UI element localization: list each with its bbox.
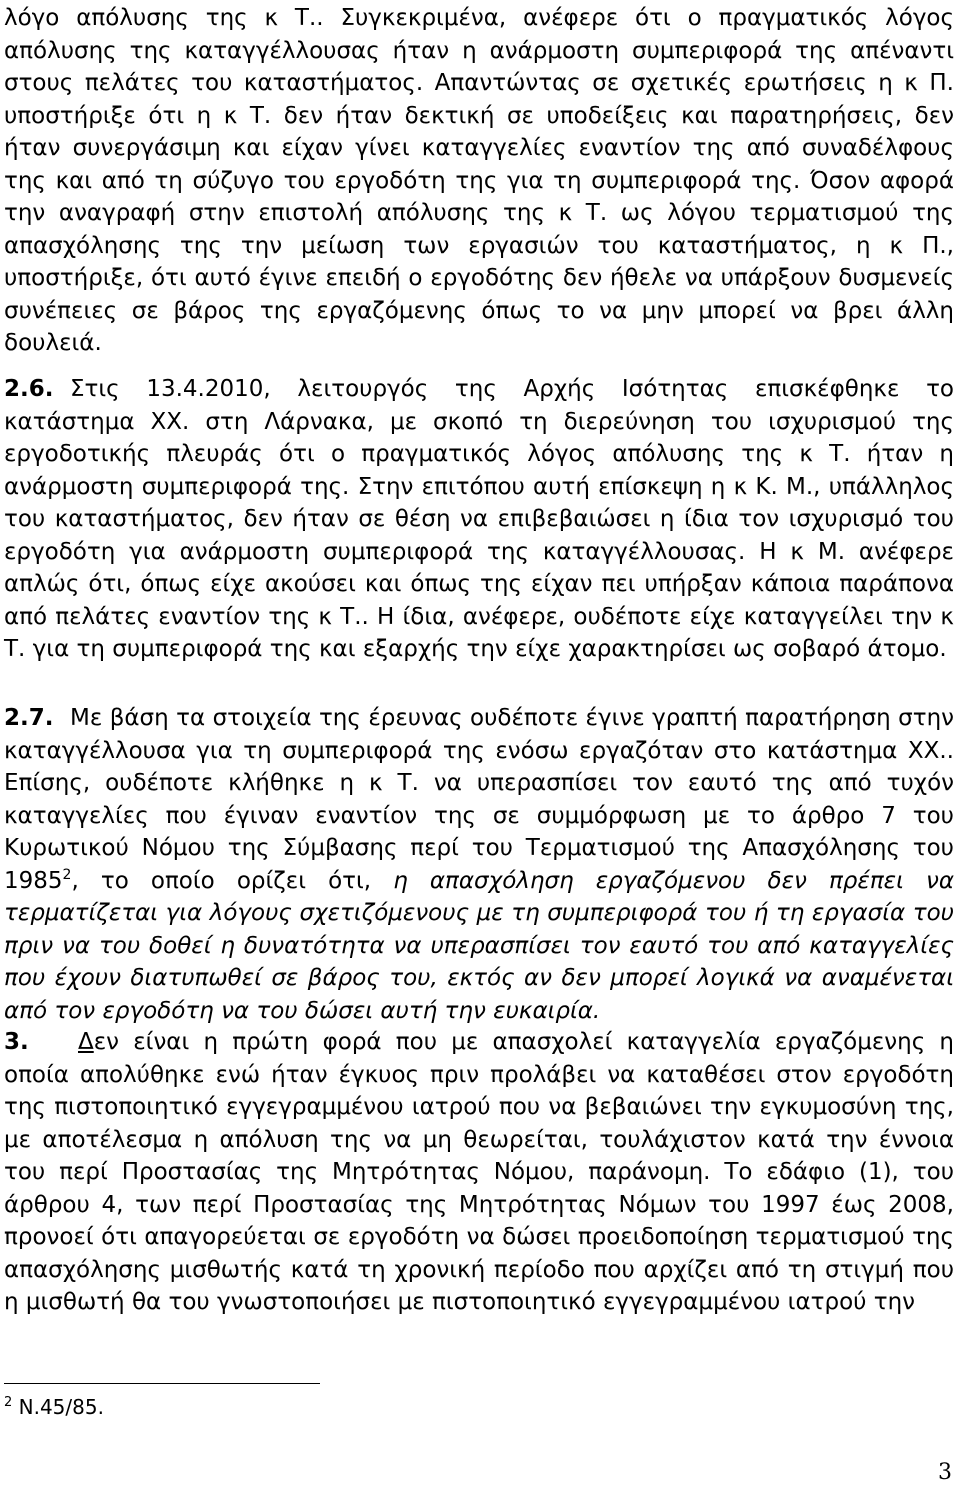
paragraph-text-continued: , το οποίο ορίζει ότι, xyxy=(71,867,394,894)
paragraph-2-7 xyxy=(4,702,954,1027)
page-number: 3 xyxy=(938,1460,952,1485)
quoted-law-text: η απασχόληση εργαζόμενου δεν πρέπει να τερματίζεται για λόγους σχετιζόμενους με τη συμπεριφορά του ή τη εργασία του πριν να του δοθεί η δυνατότητα να υπερασπίσει τον εαυτό του από καταγγελίες που έχουν διατυπωθεί σε βάρος του, εκτός αν δεν μπορεί λογικά να αναμένεται από τον εργοδότη να του δώσει αυτή την ευκαιρία. xyxy=(4,867,954,1024)
footnote-separator xyxy=(4,1383,320,1384)
paragraph-text: Με βάση τα στοιχεία της έρευνας ουδέποτε έγινε γραπτή παρατήρηση στην καταγγέλλουσα για τη συμπεριφορά της ενόσω εργαζόταν στο κατάστημα ΧΧ.. Επίσης, ουδέποτε κλήθηκε η κ Τ. να υπερασπίσει τον εαυτό της από τυχόν καταγγελίες που έγιναν εναντίον της σε συμμόρφωση με το άρθρο 7 του Κυρωτικού Νόμου της Σύμβασης περί του Τερματισμού της Απασχόλησης του 1985 xyxy=(4,705,954,894)
paragraph-continuation xyxy=(4,2,954,360)
paragraph-text: λόγο απόλυσης της κ Τ.. Συγκεκριμένα, ανέφερε ότι ο πραγματικός λόγος απόλυσης της καταγγέλλουσας ήταν η ανάρμοστη συμπεριφορά της απέναντι στους πελάτες του καταστήματος. Απαντώντας σε σχετικές ερωτήσεις η κ Π. υποστήριξε ότι η κ Τ. δεν ήταν δεκτική σε υποδείξεις και παρατηρήσεις, δεν ήταν συνεργάσιμη και είχαν γίνει καταγγελίες εναντίον της από συναδέλφους της και από τη σύζυγο του εργοδότη της για τη συμπεριφορά της. Όσον αφορά την αναγραφή στην επιστολή απόλυσης της κ Τ. ως λόγου τερματισμού της απασχόλησης της την μείωση των εργασιών του καταστήματος, η κ Π., υποστήριξε, ότι αυτό έγινε επειδή ο εργοδότης δεν ήθελε να υπάρξουν δυσμενείς συνέπειες σε βάρος της εργαζόμενης όπως το να μην μπορεί να βρει άλλη δουλειά. xyxy=(4,5,954,356)
paragraph-number: 2.6. xyxy=(4,376,54,402)
paragraph-text: Στις 13.4.2010, λειτουργός της Αρχής Ισότητας επισκέφθηκε το κατάστημα ΧΧ. στη Λάρνακα, με σκοπό τη διερεύνηση του ισχυρισμού της εργοδοτικής πλευράς ότι ο πραγματικός λόγος απόλυσης της κ Τ. ήταν η ανάρμοστη συμπεριφορά της. Στην επιτόπου αυτή επίσκεψη η κ Κ. Μ., υπάλληλος του καταστήματος, δεν ήταν σε θέση να επιβεβαιώσει η ίδια τον ισχυρισμό του εργοδότη για ανάρμοστη συμπεριφορά της καταγγέλλουσας. Η κ Μ. ανέφερε απλώς ότι, όπως είχε ακούσει και όπως της είχαν πει υπήρξαν κάποια παράπονα από πελάτες εναντίον της κ Τ.. Η ίδια, ανέφερε, ουδέποτε είχε καταγγείλει την κ Τ. για τη συμπεριφορά της και εξαρχής την είχε χαρακτηρίσει ως σοβαρό άτομο. xyxy=(4,376,954,662)
footnote xyxy=(4,1394,104,1420)
paragraph-number: 3. xyxy=(4,1029,29,1055)
footnote-text: Ν.45/85. xyxy=(12,1395,104,1419)
paragraph-text: εν είναι η πρώτη φορά που με απασχολεί καταγγελία εργαζόμενης η οποία απολύθηκε ενώ ήταν έγκυος πριν προλάβει να καταθέσει στον εργοδότη της πιστοποιητικό εγγεγραμμένου ιατρού που να βεβαιώνει την εγκυμοσύνη της, με αποτέλεσμα η απόλυση της να μη θεωρείται, τουλάχιστον κατά την έννοια του περί Προστασίας της Μητρότητας Νόμου, παράνομη. Το εδάφιο (1), του άρθρου 4, των περί Προστασίας της Μητρότητας Νόμων του 1997 έως 2008, προνοεί ότι απαγορεύεται σε εργοδότη να δώσει προειδοποίηση τερματισμού της απασχόλησης μισθωτής κατά τη χρονική περίοδο που αρχίζει από τη στιγμή που η μισθωτή θα του γνωστοποιήσει με πιστοποιητικό εγγεγραμμένου ιατρού την xyxy=(4,1029,954,1315)
paragraph-2-6 xyxy=(4,373,954,666)
paragraph-3 xyxy=(4,1026,954,1319)
footnote-marker: 2 xyxy=(4,1395,13,1410)
underlined-initial: Δ xyxy=(78,1029,94,1055)
footnote-reference[interactable]: 2 xyxy=(62,866,72,883)
paragraph-number: 2.7. xyxy=(4,705,54,731)
